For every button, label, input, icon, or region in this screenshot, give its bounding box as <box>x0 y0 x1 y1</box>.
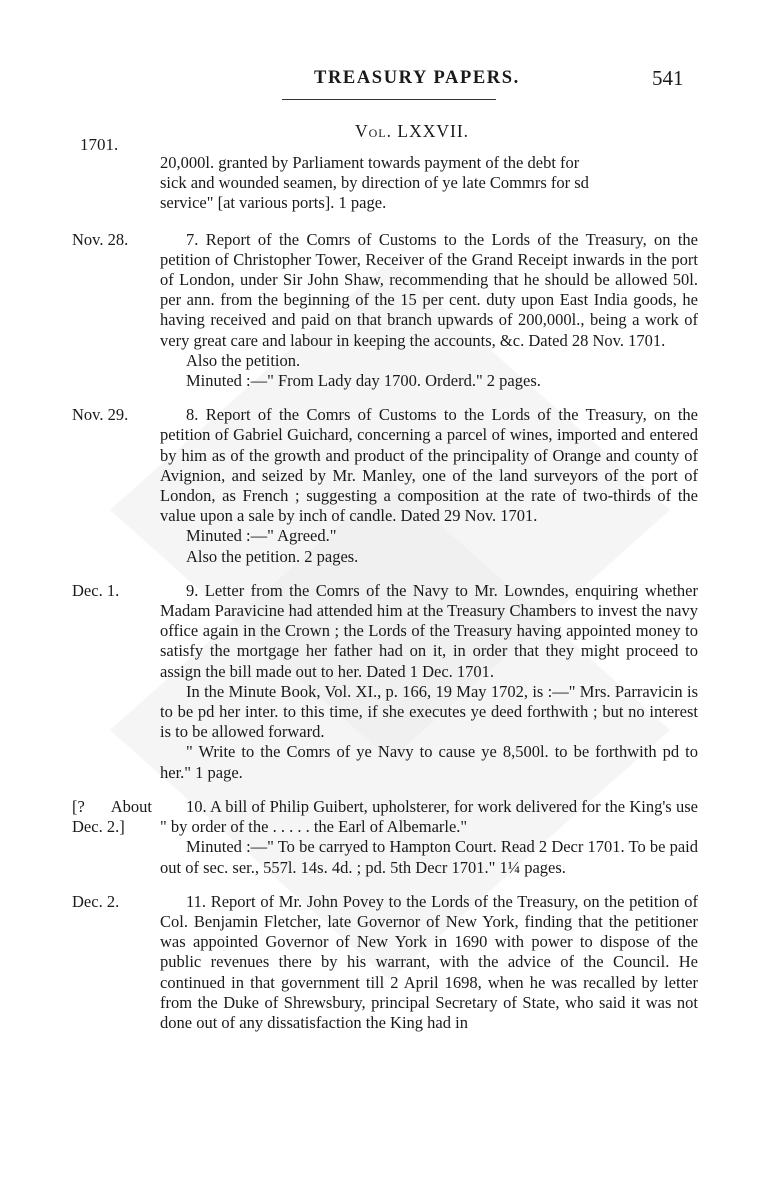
continuation-line: sick and wounded seamen, by direction of ye late Commrs for sd <box>160 173 589 193</box>
entry-text: 7. Report of the Comrs of Customs to the Lords of the Treasury, on the petition of Christopher Tower, Receiver of the Grand Receipt inwards in the port of London, under Sir John Shaw, recommending that he should be allowed 50l. per ann. from the beginning of the 15 per cent. duty upon East India goods, he having received and paid on that branch upwards of 200,000l., being a work of very great care and labour in keeping the accounts, &c. Dated 28 Nov. 1701. <box>160 229 698 350</box>
entry-11 <box>0 892 770 1033</box>
entry-note: Minuted :—" Agreed." <box>186 526 337 546</box>
entry-10 <box>0 797 770 878</box>
entry-date: Dec. 2. <box>72 891 120 911</box>
entry-7 <box>0 230 770 392</box>
running-head: TREASURY PAPERS. <box>314 68 520 88</box>
entry-note: Minuted :—" From Lady day 1700. Orderd." 2 pages. <box>186 371 541 391</box>
page-number: 541 <box>652 66 684 90</box>
entry-date: [? About Dec. 2.] <box>72 796 152 837</box>
entry-text: 8. Report of the Comrs of Customs to the Lords of the Treasury, on the petition of Gabriel Guichard, concerning a parcel of wines, imported and entered by him as of the growth and product of the principality of Orange and county of Avignion, and seized by Mr. Manley, one of the land surveyors of the port of London, as French ; suggesting a composition at the rate of two-thirds of the value upon a sale by inch of candle. Dated 29 Nov. 1701. <box>160 405 698 526</box>
continuation-paragraph <box>0 153 770 214</box>
continuation-line: 20,000l. granted by Parliament towards payment of the debt for <box>160 153 580 172</box>
entry-note: Also the petition. 2 pages. <box>186 546 359 566</box>
entry-text: 11. Report of Mr. John Povey to the Lords of the Treasury, on the petition of Col. Benjamin Fletcher, late Governor of New York, finding that the petitioner was appointed Governor of New York in 1690 with power to dispose of the public revenues there by his warrant, with the advice of the Council. He continued in that government till 2 April 1698, when he was recalled by letter from the Duke of Shrewsbury, principal Secretary of State, who said it was not done out of any dissatisfaction the King had in <box>160 891 698 1032</box>
entry-date: Dec. 1. <box>72 580 120 600</box>
year-marginal: 1701. <box>80 135 119 154</box>
entry-note: Also the petition. <box>186 350 301 370</box>
header-rule <box>282 99 496 100</box>
entry-note: " Write to the Comrs of ye Navy to cause ye 8,500l. to be forthwith pd to her." 1 page. <box>160 742 698 782</box>
page-body <box>0 153 770 1033</box>
entry-9 <box>0 581 770 783</box>
entry-date: Nov. 29. <box>72 405 129 425</box>
entry-date: Nov. 28. <box>72 229 129 249</box>
entry-note: Minuted :—" To be carryed to Hampton Court. Read 2 Decr 1701. To be paid out of sec. ser., 557l. 14s. 4d. ; pd. 5th Decr 1701." 1¼ pages. <box>160 837 698 877</box>
entry-note: In the Minute Book, Vol. XI., p. 166, 19 May 1702, is :—" Mrs. Parravicin is to be pd her inter. to this time, if she executes ye deed forthwith ; but no interest is to be allowed forward. <box>160 681 698 742</box>
entry-text: 10. A bill of Philip Guibert, upholsterer, for work delivered for the King's use " by order of the . . . . . the Earl of Albemarle." <box>160 796 698 837</box>
entry-8 <box>0 405 770 567</box>
page-header <box>0 62 770 102</box>
entry-text: 9. Letter from the Comrs of the Navy to Mr. Lowndes, enquiring whether Madam Paravicine had attended him at the Treasury Chambers to invest the navy office again in the Crown ; the Lords of the Treasury having appointed money to satisfy the mortgage her father had on it, in order that they might proceed to assign the bill made out to her. Dated 1 Dec. 1701. <box>160 580 698 681</box>
continuation-line: service" [at various ports]. 1 page. <box>160 193 387 213</box>
volume-heading: Vol. LXXVII. <box>355 121 470 141</box>
